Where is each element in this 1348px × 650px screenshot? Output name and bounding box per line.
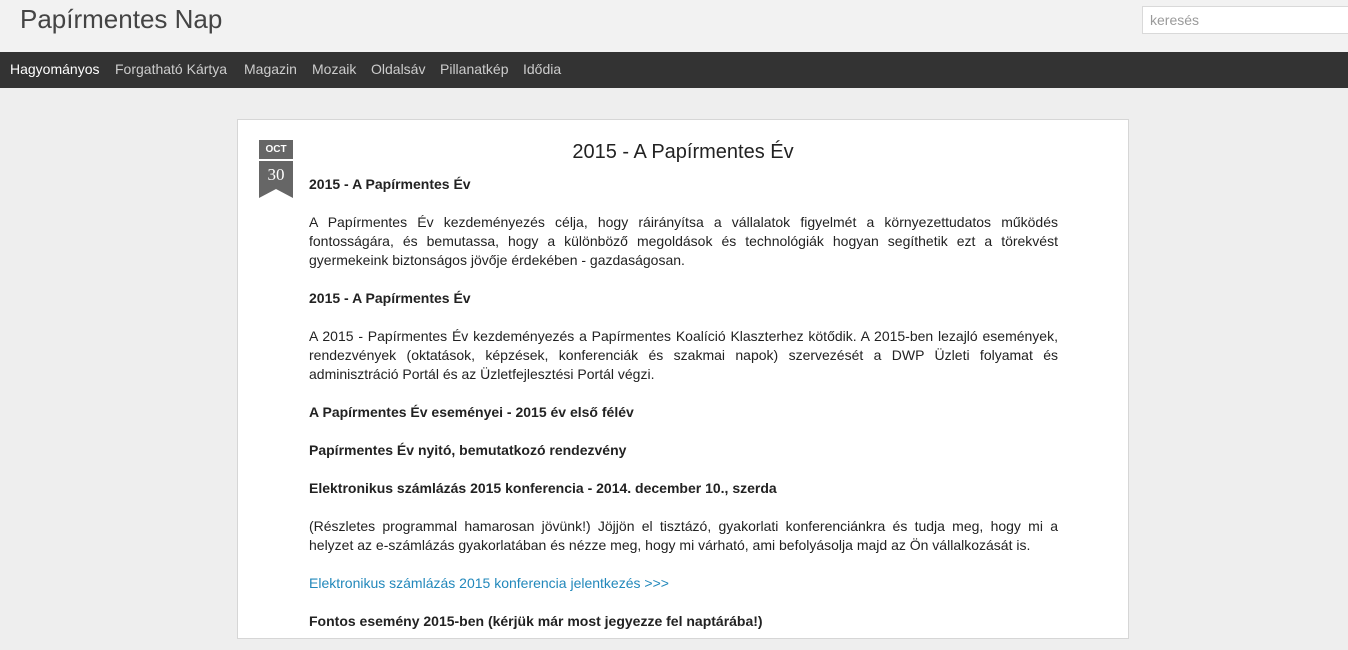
- nav-item-oldalsav[interactable]: Oldalsáv: [371, 61, 426, 77]
- post-paragraph: A Papírmentes Év kezdeményezés célja, hogy ráirányítsa a vállalatok figyelmét a környezettudatos működés fontosságára, és bemutassa, hogy a különböző megoldások és technológiák hogyan segíthetik ezt a törekvést gyermekeink biztonságos jövője érdekében - gazdaságosan.: [309, 214, 1058, 268]
- post-paragraph: A 2015 - Papírmentes Év kezdeményezés a Papírmentes Koalíció Klaszterhez kötődik. A 2015-ben lezajló események, rendezvények (oktatások, képzések, konferenciák és szakmai napok) szervezését a DWP Üzleti folyamat és adminisztráció Portál és az Üzletfejlesztési Portál végzi.: [309, 328, 1058, 382]
- date-day: 30: [259, 161, 293, 189]
- site-title[interactable]: Papírmentes Nap: [20, 4, 223, 34]
- date-badge: [259, 140, 293, 198]
- conference-registration-link[interactable]: Elektronikus számlázás 2015 konferencia jelentkezés >>>: [309, 575, 669, 591]
- date-badge-tail: [259, 189, 293, 198]
- date-month: OCT: [259, 140, 293, 159]
- post-heading: A Papírmentes Év eseményei - 2015 év első félév: [309, 404, 634, 420]
- nav-item-forgathato-kartya[interactable]: Forgatható Kártya: [115, 61, 228, 77]
- post-paragraph: (Részletes programmal hamarosan jövünk!) Jöjjön el tisztázó, gyakorlati konferenciánkra és tudja meg, hogy mi a helyzet az e-számlázás gyakorlatában és nézze meg, hogy mi várható, ami befolyásolja majd az Ön vállalkozását is.: [309, 518, 1058, 553]
- nav-item-mozaik[interactable]: Mozaik: [312, 61, 357, 77]
- post-heading: 2015 - A Papírmentes Év: [309, 176, 471, 192]
- post-heading: 2015 - A Papírmentes Év: [309, 290, 471, 306]
- post-heading: Papírmentes Év nyitó, bemutatkozó rendezvény: [309, 442, 627, 458]
- post-title[interactable]: 2015 - A Papírmentes Év: [572, 141, 794, 163]
- nav-item-magazin[interactable]: Magazin: [244, 61, 297, 77]
- post-card: [237, 119, 1129, 639]
- nav-item-idodia[interactable]: Idődia: [523, 61, 562, 77]
- post-heading: Elektronikus számlázás 2015 konferencia - 2014. december 10., szerda: [309, 480, 777, 496]
- nav-item-pillanatkep[interactable]: Pillanatkép: [440, 61, 509, 77]
- search-input[interactable]: [1142, 6, 1348, 34]
- nav-bar: [0, 52, 1348, 88]
- post-heading: Fontos esemény 2015-ben (kérjük már most jegyezze fel naptárába!): [309, 613, 763, 629]
- nav-item-hagyomanyos[interactable]: Hagyományos: [10, 61, 100, 77]
- post-body: [309, 175, 1058, 650]
- site-header: [0, 0, 1348, 52]
